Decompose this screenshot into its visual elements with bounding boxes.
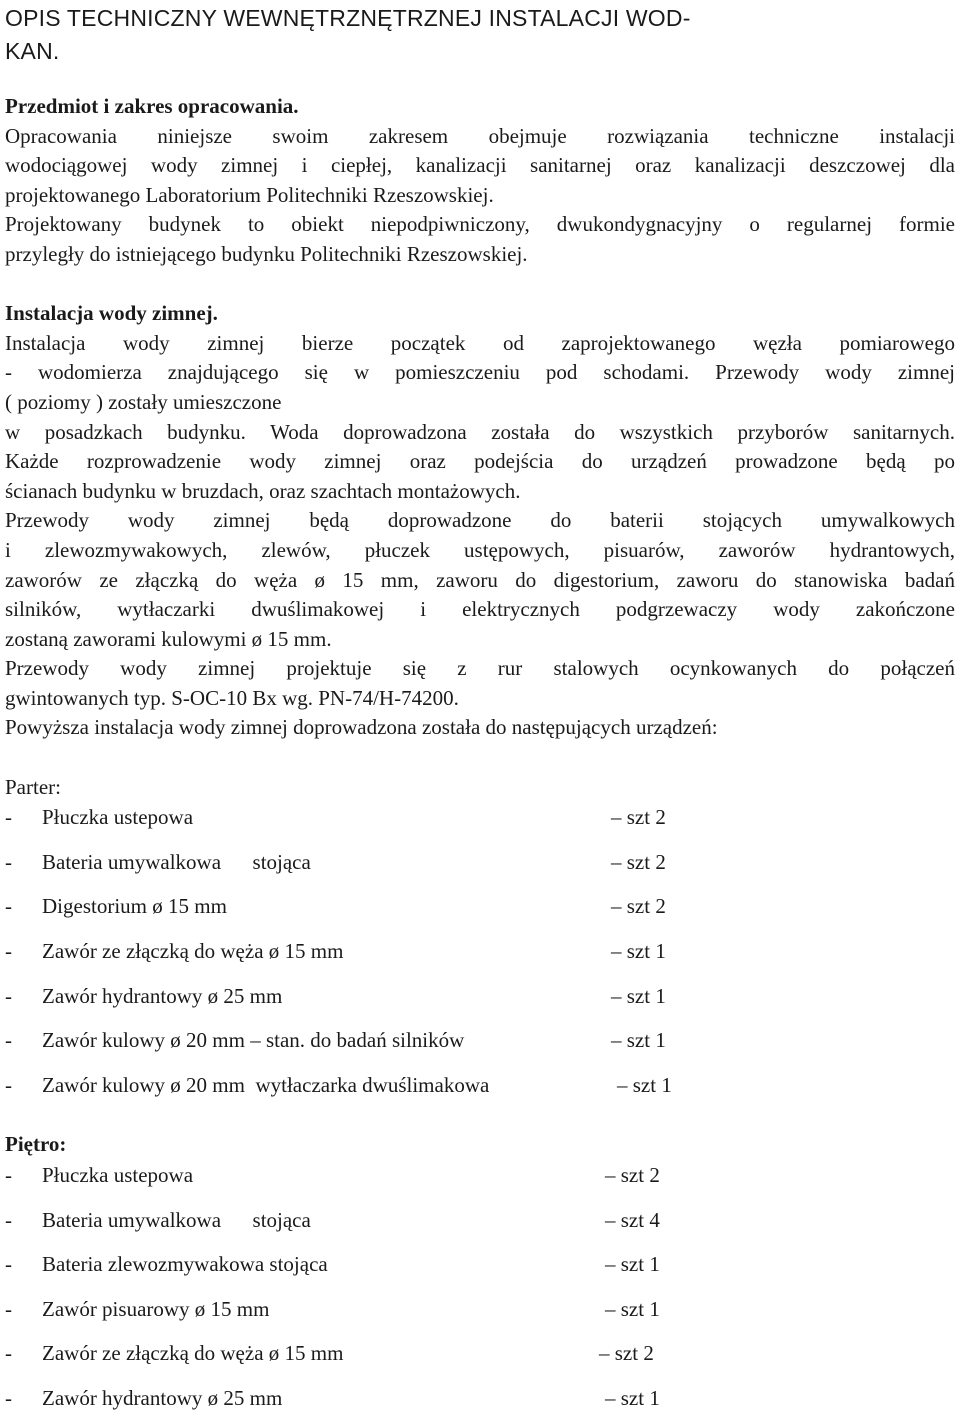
list-dash: - (5, 805, 12, 830)
list-dash: - (5, 939, 12, 964)
ground-floor-list (5, 802, 955, 1114)
text-line: - wodomierza znajdującego się w pomieszczeniu pod schodami. Przewody wody zimnej (5, 360, 955, 385)
list-item (5, 1338, 955, 1383)
item-name: Zawór ze złączką do węża ø 15 mm (42, 1341, 344, 1366)
list-item (5, 1294, 955, 1339)
text-line: wodociągowej wody zimnej i ciepłej, kanalizacji sanitarnej oraz kanalizacji deszczowej dla (5, 153, 955, 178)
text-line: Projektowany budynek to obiekt niepodpiwniczony, dwukondygnacyjny o regularnej formie (5, 212, 955, 237)
text-line: i zlewozmywakowych, zlewów, płuczek ustępowych, pisuarów, zaworów hydrantowych, (5, 537, 955, 562)
text-line: zostaną zaworami kulowymi ø 15 mm. (5, 626, 332, 651)
item-name: Zawór kulowy ø 20 mm wytłaczarka dwuślimakowa (42, 1072, 490, 1097)
text-line: Przewody wody zimnej projektuje się z rur stalowych ocynkowanych do połączeń (5, 656, 955, 681)
cold-water-paragraph (5, 329, 955, 743)
list-dash: - (5, 1072, 12, 1097)
list-dash: - (5, 1296, 12, 1321)
list-item (5, 802, 955, 847)
item-quantity: – szt 2 (611, 805, 666, 830)
document-title (5, 0, 955, 68)
text-line: projektowanego Laboratorium Politechniki Rzeszowskiej. (5, 182, 494, 207)
text-line: silników, wytłaczarki dwuślimakowej i elektrycznych podgrzewaczy wody zakończone (5, 597, 955, 622)
item-name: Zawór hydrantowy ø 25 mm (42, 983, 283, 1008)
item-name: Bateria umywalkowa stojąca (42, 849, 311, 874)
list-dash: - (5, 1385, 12, 1410)
title-line: KAN. (5, 38, 60, 64)
list-item (5, 1070, 955, 1115)
first-floor-list (5, 1160, 955, 1428)
document-page (5, 0, 955, 1428)
list-dash: - (5, 1252, 12, 1277)
item-name: Zawór hydrantowy ø 25 mm (42, 1385, 283, 1410)
list-dash: - (5, 1028, 12, 1053)
item-name: Płuczka ustepowa (42, 805, 194, 830)
list-dash: - (5, 849, 12, 874)
item-name: Bateria zlewozmywakowa stojąca (42, 1252, 328, 1277)
section-heading-cold-water: Instalacja wody zimnej. (5, 301, 218, 326)
text-line: Przewody wody zimnej będą doprowadzone do baterii stojących umywalkowych (5, 508, 955, 533)
list-dash: - (5, 1207, 12, 1232)
section-heading-scope: Przedmiot i zakres opracowania. (5, 94, 299, 118)
item-name: Zawór kulowy ø 20 mm – stan. do badań silników (42, 1028, 465, 1053)
list-item (5, 847, 955, 892)
text-line: gwintowanych typ. S-OC-10 Bx wg. PN-74/H-74200. (5, 685, 459, 710)
list-item (5, 936, 955, 981)
item-quantity: – szt 2 (611, 849, 666, 874)
list-dash: - (5, 983, 12, 1008)
list-item (5, 1205, 955, 1250)
list-item (5, 1160, 955, 1205)
list-dash: - (5, 1341, 12, 1366)
text-line: Powyższa instalacja wody zimnej doprowadzona została do następujących urządzeń: (5, 715, 718, 740)
item-name: Digestorium ø 15 mm (42, 894, 227, 919)
item-quantity: – szt 1 (611, 983, 666, 1008)
text-line: ścianach budynku w bruzdach, oraz szachtach montażowych. (5, 478, 521, 503)
list-item (5, 981, 955, 1026)
list-item (5, 1249, 955, 1294)
list-item (5, 1025, 955, 1070)
item-name: Bateria umywalkowa stojąca (42, 1207, 311, 1232)
item-quantity: – szt 1 (617, 1072, 672, 1097)
item-name: Zawór ze złączką do węża ø 15 mm (42, 939, 344, 964)
item-quantity: – szt 1 (605, 1385, 660, 1410)
list-item (5, 1383, 955, 1428)
item-quantity: – szt 2 (599, 1341, 654, 1366)
item-quantity: – szt 4 (605, 1207, 660, 1232)
first-floor-heading: Piętro: (5, 1132, 67, 1157)
item-quantity: – szt 2 (605, 1163, 660, 1187)
item-quantity: – szt 1 (605, 1296, 660, 1321)
text-line: w posadzkach budynku. Woda doprowadzona została do wszystkich przyborów sanitarnych. (5, 419, 955, 444)
item-quantity: – szt 1 (611, 1028, 666, 1053)
list-dash: - (5, 894, 12, 919)
scope-paragraph (5, 122, 955, 270)
item-quantity: – szt 2 (611, 894, 666, 919)
text-line: zaworów ze złączką do węża ø 15 mm, zaworu do digestorium, zaworu do stanowiska badań (5, 567, 955, 592)
text-line: Opracowania niniejsze swoim zakresem obejmuje rozwiązania techniczne instalacji (5, 123, 955, 148)
item-name: Płuczka ustepowa (42, 1163, 194, 1187)
text-line: Każde rozprowadzenie wody zimnej oraz podejścia do urządzeń prowadzone będą po (5, 449, 955, 474)
item-name: Zawór pisuarowy ø 15 mm (42, 1296, 270, 1321)
ground-floor-heading: Parter: (5, 774, 61, 799)
item-quantity: – szt 1 (611, 939, 666, 964)
text-line: ( poziomy ) zostały umieszczone (5, 389, 282, 414)
list-dash: - (5, 1163, 12, 1187)
text-line: Instalacja wody zimnej bierze początek od zaprojektowanego węzła pomiarowego (5, 330, 955, 355)
item-quantity: – szt 1 (605, 1252, 660, 1277)
text-line: przyległy do istniejącego budynku Politechniki Rzeszowskiej. (5, 241, 528, 266)
list-item (5, 891, 955, 936)
title-line: OPIS TECHNICZNY WEWNĘTRZNĘTRZNEJ INSTALACJI WOD- (5, 5, 691, 31)
